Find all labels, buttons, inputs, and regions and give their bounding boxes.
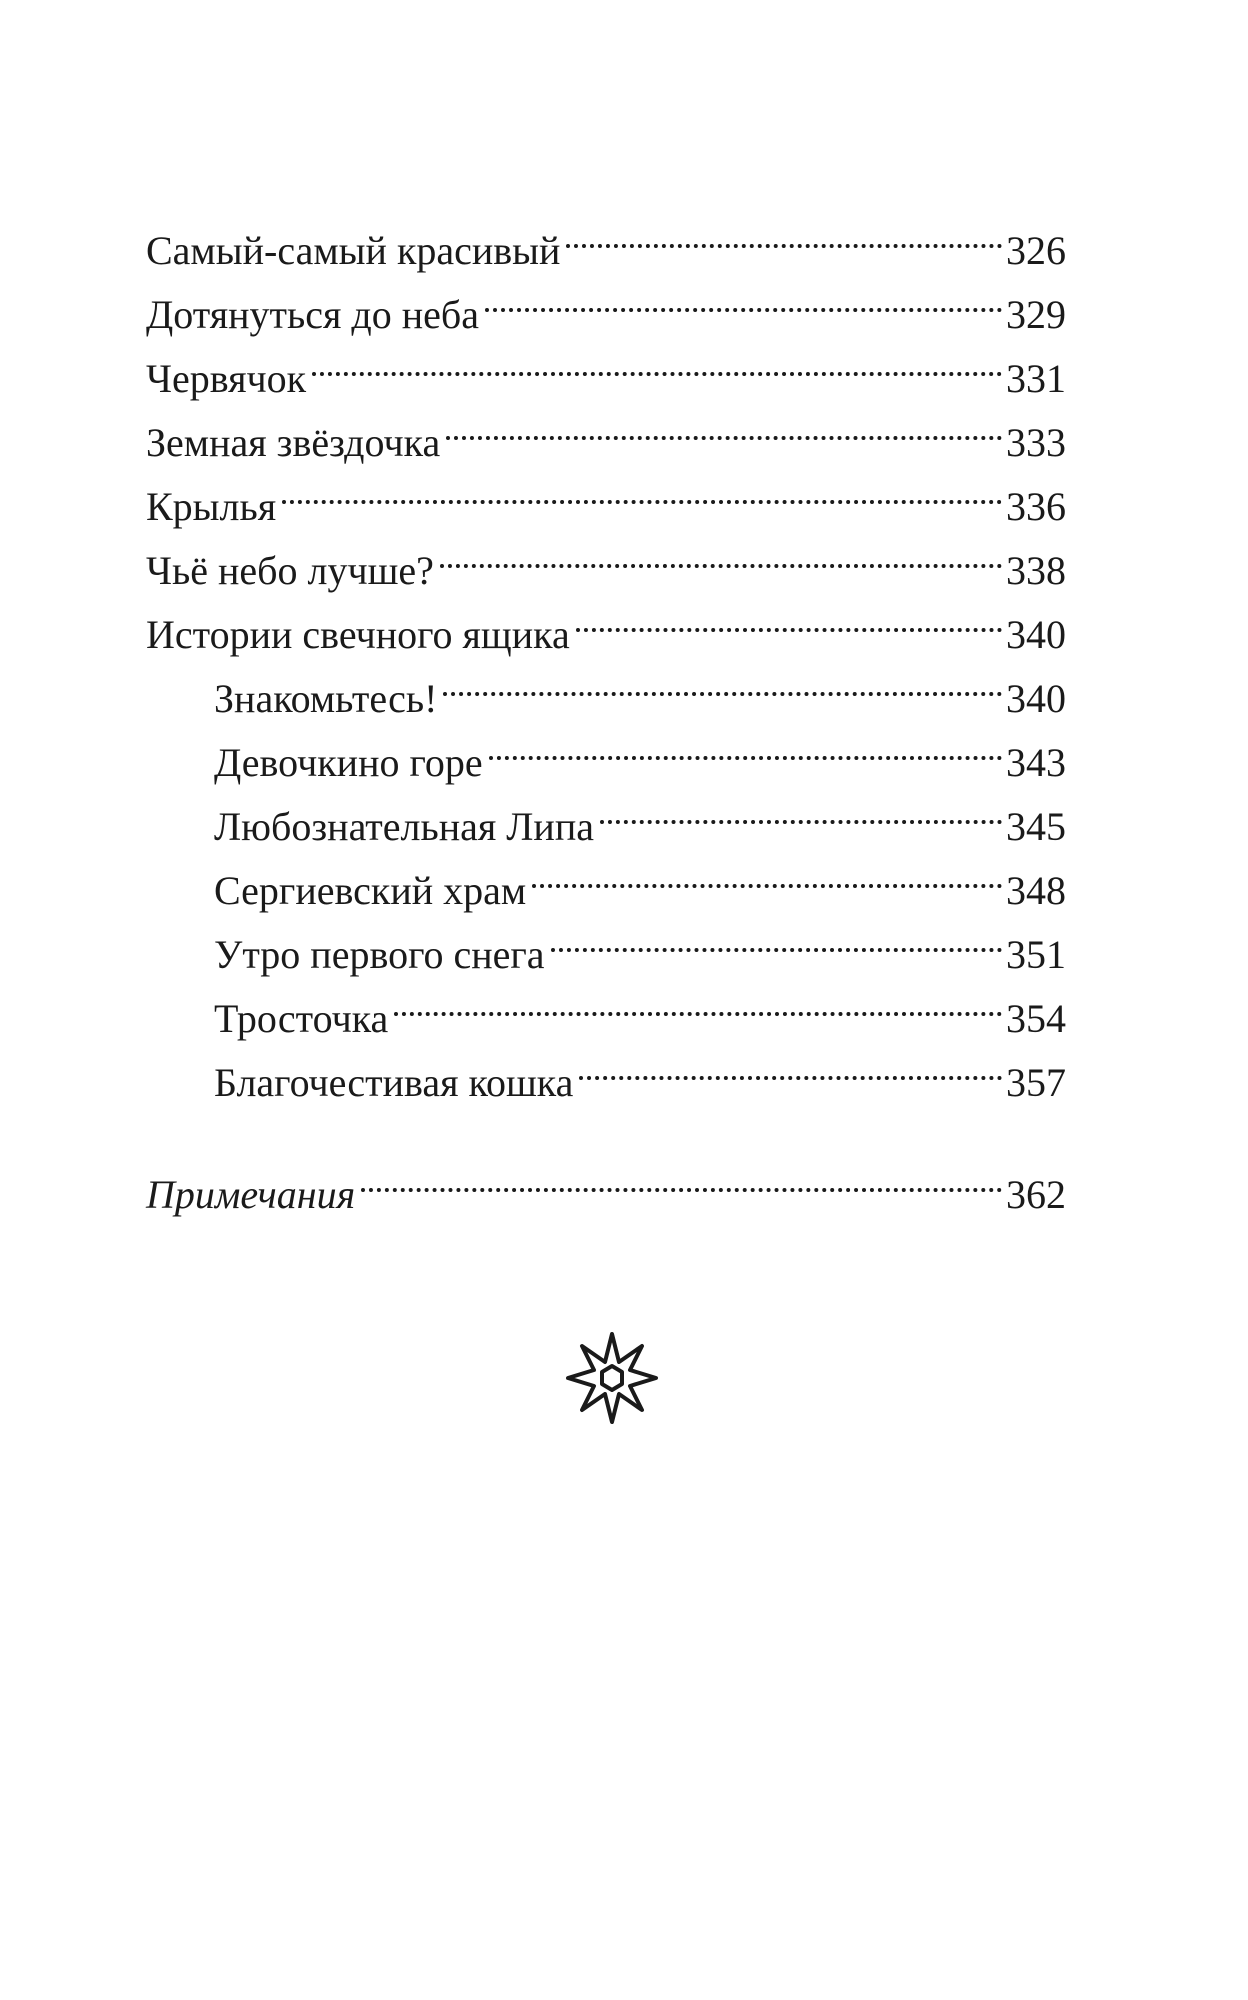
toc-entry xyxy=(146,456,1066,529)
toc-entry-page: 333 xyxy=(1006,420,1066,465)
toc-entry-title: Девочкино горе xyxy=(214,740,483,785)
toc-entry-title: Любознательная Липа xyxy=(214,804,594,849)
star-ornament-icon xyxy=(562,1328,662,1428)
toc-entry-title: Самый-самый красивый xyxy=(146,228,561,273)
dot-leader xyxy=(485,264,1002,328)
dot-leader xyxy=(446,392,1002,456)
toc-entry-title: Чьё небо лучше? xyxy=(146,548,434,593)
toc-entry-page: 343 xyxy=(1006,740,1066,785)
toc-entry-page: 338 xyxy=(1006,548,1066,593)
toc-entry-page: 336 xyxy=(1006,484,1066,529)
toc-entry-title: Сергиевский храм xyxy=(214,868,527,913)
dot-leader xyxy=(282,456,1002,520)
dot-leader xyxy=(489,712,1002,776)
dot-leader xyxy=(579,1032,1002,1096)
toc-entry-page: 351 xyxy=(1006,932,1066,977)
toc-entry xyxy=(146,200,1066,273)
toc-notes-title: Примечания xyxy=(146,1172,356,1217)
toc-entry-title: Утро первого снега xyxy=(214,932,545,977)
toc-entry-page: 340 xyxy=(1006,612,1066,657)
dot-leader xyxy=(394,968,1002,1032)
toc-entry-title: Благочестивая кошка xyxy=(214,1060,574,1105)
toc-entry-page: 326 xyxy=(1006,228,1066,273)
dot-leader xyxy=(440,520,1002,584)
toc-entry-title: Знакомьтесь! xyxy=(214,676,438,721)
toc-entry xyxy=(146,520,1066,593)
toc-entry-title: Истории свечного ящика xyxy=(146,612,570,657)
toc-entry-page: 357 xyxy=(1006,1060,1066,1105)
dot-leader xyxy=(576,584,1002,648)
toc-entry-page: 340 xyxy=(1006,676,1066,721)
dot-leader xyxy=(312,328,1002,392)
toc-entry-page: 348 xyxy=(1006,868,1066,913)
dot-leader xyxy=(361,1144,1002,1208)
dot-leader xyxy=(443,648,1002,712)
dot-leader xyxy=(566,200,1002,264)
toc-entry-page: 331 xyxy=(1006,356,1066,401)
dot-leader xyxy=(551,904,1002,968)
table-of-contents xyxy=(146,200,1066,1217)
toc-entry-title: Крылья xyxy=(146,484,277,529)
dot-leader xyxy=(532,840,1002,904)
toc-notes-page: 362 xyxy=(1006,1172,1066,1217)
toc-entry-title: Червячок xyxy=(146,356,307,401)
dot-leader xyxy=(600,776,1002,840)
toc-entry-title: Тросточка xyxy=(214,996,389,1041)
toc-entry-page: 345 xyxy=(1006,804,1066,849)
toc-notes-entry xyxy=(146,1144,1066,1217)
toc-entry-page: 354 xyxy=(1006,996,1066,1041)
toc-entry-title: Земная звёздочка xyxy=(146,420,441,465)
toc-entry-title: Дотянуться до неба xyxy=(146,292,480,337)
toc-entry-page: 329 xyxy=(1006,292,1066,337)
